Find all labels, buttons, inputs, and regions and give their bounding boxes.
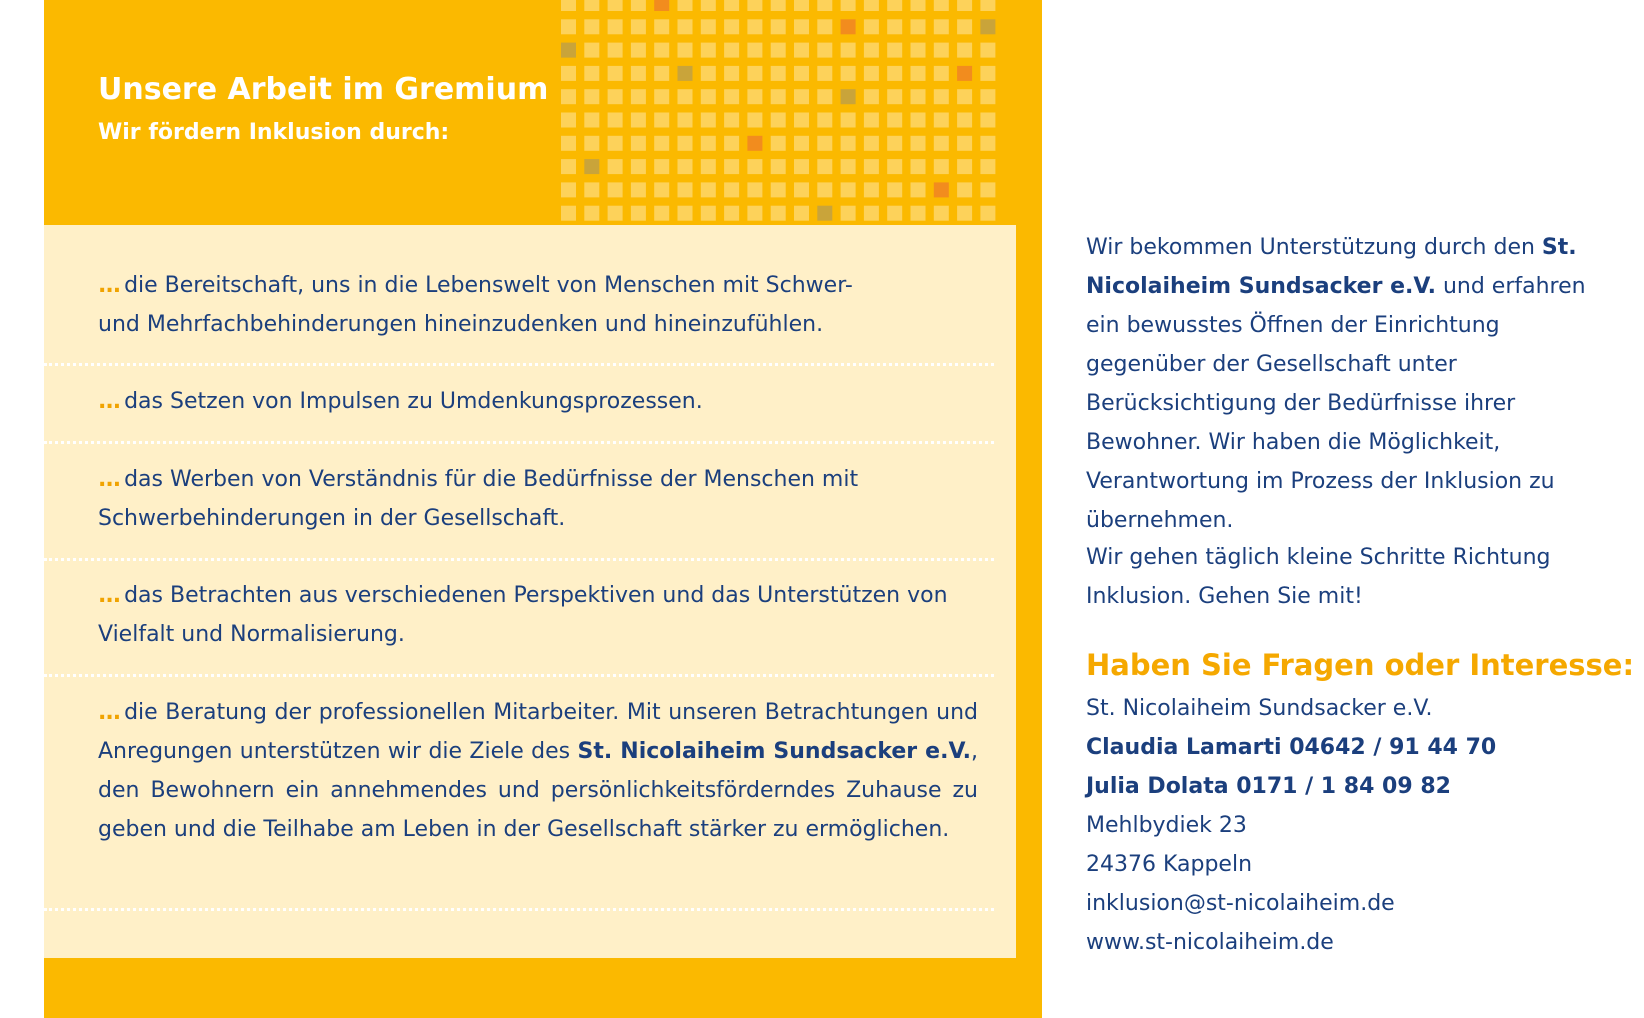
list-item: ... die Beratung der professionellen Mitarbeiter. Mit unseren Betrachtungen und Anregungen unterstützen wir die Ziele des St. Nicolaiheim Sundsacker e.V., den Bewohnern ein annehmendes und persönlichkeitsförderndes Zuhause zu geben und die Teilhabe am Leben in der Gesellschaft stärker zu ermöglichen. [98, 700, 978, 842]
mosaic-tile [794, 136, 809, 151]
mosaic-tile [747, 136, 762, 151]
mosaic-tile [864, 0, 879, 11]
mosaic-tile [701, 43, 716, 58]
mosaic-tile [864, 66, 879, 81]
mosaic-tile [631, 19, 646, 34]
mosaic-tile [794, 182, 809, 197]
mosaic-tile [561, 182, 576, 197]
mosaic-tile [794, 0, 809, 11]
mosaic-tile [678, 89, 693, 104]
dotted-divider [44, 441, 994, 444]
mosaic-tile [724, 113, 739, 128]
mosaic-tile [631, 0, 646, 11]
mosaic-tile [724, 43, 739, 58]
mosaic-tile [864, 182, 879, 197]
mosaic-tile [817, 182, 832, 197]
mosaic-tile [934, 43, 949, 58]
mosaic-tile [631, 136, 646, 151]
mosaic-tile [887, 0, 902, 11]
mosaic-tile [957, 0, 972, 11]
mosaic-tile [911, 0, 926, 11]
mosaic-tile [911, 66, 926, 81]
mosaic-tile [841, 182, 856, 197]
mosaic-tile [678, 136, 693, 151]
mosaic-tile [608, 113, 623, 128]
mosaic-tile [701, 136, 716, 151]
mosaic-tile [957, 66, 972, 81]
mosaic-tile [817, 19, 832, 34]
mosaic-tile [887, 136, 902, 151]
mosaic-tile [864, 206, 879, 221]
dotted-divider [44, 558, 994, 561]
mosaic-tile [654, 113, 669, 128]
mosaic-tile [654, 89, 669, 104]
org-name: St. Nicolaiheim Sundsacker e.V. [577, 739, 971, 764]
mosaic-tile [957, 136, 972, 151]
mosaic-tile [794, 19, 809, 34]
mosaic-tile [724, 66, 739, 81]
mosaic-tile [561, 136, 576, 151]
page-subtitle: Wir fördern Inklusion durch: [98, 120, 450, 145]
mosaic-tile [631, 66, 646, 81]
mosaic-tile [864, 19, 879, 34]
list-item: ... die Bereitschaft, uns in die Lebenswelt von Menschen mit Schwer- und Mehrfachbehinderungen hineinzudenken und hineinzufühlen. [98, 273, 853, 337]
mosaic-tile [584, 0, 599, 11]
mosaic-tile [957, 89, 972, 104]
mosaic-tile [631, 113, 646, 128]
dotted-divider [44, 363, 994, 366]
mosaic-tile [584, 19, 599, 34]
mosaic-tile [934, 113, 949, 128]
mosaic-tile [841, 136, 856, 151]
mosaic-tile [584, 89, 599, 104]
mosaic-tile [934, 136, 949, 151]
mosaic-tile [678, 66, 693, 81]
mosaic-tile [817, 159, 832, 174]
mosaic-tile [771, 113, 786, 128]
mosaic-tile [957, 206, 972, 221]
mosaic-tile [841, 66, 856, 81]
contact-email: inklusion@st-nicolaiheim.de [1086, 891, 1395, 916]
mosaic-tile [817, 136, 832, 151]
mosaic-tile [934, 0, 949, 11]
mosaic-tile [608, 43, 623, 58]
mosaic-tile [701, 19, 716, 34]
mosaic-tile [584, 136, 599, 151]
dotted-divider [44, 674, 994, 677]
mosaic-tile [654, 43, 669, 58]
mosaic-tile [724, 182, 739, 197]
contact-person-2: Julia Dolata 0171 / 1 84 09 82 [1086, 774, 1451, 799]
call-to-action: Wir gehen täglich kleine Schritte Richtung Inklusion. Gehen Sie mit! [1086, 545, 1551, 609]
mosaic-tile [747, 113, 762, 128]
mosaic-tile [911, 113, 926, 128]
mosaic-tile [654, 66, 669, 81]
mosaic-tile [654, 19, 669, 34]
contact-heading: Haben Sie Fragen oder Interesse: [1086, 648, 1635, 682]
mosaic-tile [911, 89, 926, 104]
mosaic-tile [631, 206, 646, 221]
mosaic-tile [608, 182, 623, 197]
mosaic-tile [911, 19, 926, 34]
mosaic-tile [841, 43, 856, 58]
mosaic-tile [911, 43, 926, 58]
mosaic-tile [864, 113, 879, 128]
mosaic-tile [561, 19, 576, 34]
mosaic-tile [864, 136, 879, 151]
mosaic-tile [724, 136, 739, 151]
mosaic-tile [864, 43, 879, 58]
mosaic-tile [678, 206, 693, 221]
mosaic-tile [584, 113, 599, 128]
mosaic-tile [771, 159, 786, 174]
mosaic-tile [771, 182, 786, 197]
contact-person-1: Claudia Lamarti 04642 / 91 44 70 [1086, 735, 1497, 760]
mosaic-tile [794, 89, 809, 104]
mosaic-tile [608, 89, 623, 104]
mosaic-tile [584, 206, 599, 221]
mosaic-tile [817, 113, 832, 128]
mosaic-tile [608, 206, 623, 221]
bullet-marker: ... [98, 467, 121, 492]
mosaic-tile [771, 66, 786, 81]
mosaic-tile [678, 159, 693, 174]
mosaic-tile [864, 159, 879, 174]
mosaic-tile [817, 89, 832, 104]
mosaic-tile [747, 89, 762, 104]
mosaic-tile [654, 0, 669, 11]
mosaic-tile [747, 182, 762, 197]
mosaic-tile [608, 136, 623, 151]
mosaic-tile [957, 43, 972, 58]
mosaic-tile [794, 43, 809, 58]
dotted-divider [44, 908, 994, 911]
contact-city: 24376 Kappeln [1086, 852, 1253, 877]
mosaic-tile [701, 66, 716, 81]
mosaic-tile [957, 113, 972, 128]
mosaic-tile [980, 182, 995, 197]
mosaic-tile [608, 159, 623, 174]
bullet-marker: ... [98, 583, 121, 608]
mosaic-tile [654, 182, 669, 197]
mosaic-tile [724, 19, 739, 34]
mosaic-tile [771, 206, 786, 221]
mosaic-tile [678, 113, 693, 128]
mosaic-tile [701, 182, 716, 197]
mosaic-tile [841, 89, 856, 104]
mosaic-tile [887, 113, 902, 128]
mosaic-tile [934, 66, 949, 81]
mosaic-tile [817, 206, 832, 221]
mosaic-tile [911, 159, 926, 174]
decorative-mosaic [561, 0, 1019, 222]
mosaic-tile [817, 0, 832, 11]
mosaic-tile [957, 19, 972, 34]
mosaic-tile [631, 43, 646, 58]
mosaic-tile [561, 89, 576, 104]
mosaic-tile [887, 66, 902, 81]
mosaic-tile [887, 19, 902, 34]
mosaic-tile [631, 182, 646, 197]
mosaic-tile [747, 0, 762, 11]
mosaic-tile [980, 159, 995, 174]
mosaic-tile [654, 206, 669, 221]
mosaic-tile [701, 113, 716, 128]
mosaic-tile [817, 66, 832, 81]
contact-website: www.st-nicolaiheim.de [1086, 930, 1334, 955]
mosaic-tile [584, 159, 599, 174]
mosaic-tile [934, 19, 949, 34]
mosaic-tile [771, 43, 786, 58]
mosaic-tile [911, 136, 926, 151]
bullet-marker: ... [98, 700, 121, 725]
mosaic-tile [980, 43, 995, 58]
mosaic-tile [771, 136, 786, 151]
mosaic-tile [980, 113, 995, 128]
mosaic-tile [608, 19, 623, 34]
mosaic-tile [841, 113, 856, 128]
mosaic-tile [934, 89, 949, 104]
mosaic-tile [771, 0, 786, 11]
mosaic-tile [864, 89, 879, 104]
mosaic-tile [747, 19, 762, 34]
mosaic-tile [654, 159, 669, 174]
mosaic-tile [724, 89, 739, 104]
mosaic-tile [794, 66, 809, 81]
mosaic-tile [980, 206, 995, 221]
mosaic-tile [631, 159, 646, 174]
mosaic-tile [561, 113, 576, 128]
mosaic-tile [561, 0, 576, 11]
mosaic-tile [980, 89, 995, 104]
mosaic-tile [747, 159, 762, 174]
mosaic-tile [887, 89, 902, 104]
mosaic-tile [934, 182, 949, 197]
mosaic-tile [794, 159, 809, 174]
contact-org: St. Nicolaiheim Sundsacker e.V. [1086, 696, 1433, 721]
mosaic-tile [561, 159, 576, 174]
mosaic-tile [561, 206, 576, 221]
mosaic-tile [957, 159, 972, 174]
mosaic-tile [887, 206, 902, 221]
mosaic-tile [980, 19, 995, 34]
mosaic-tile [841, 19, 856, 34]
mosaic-tile [817, 43, 832, 58]
mosaic-tile [584, 182, 599, 197]
mosaic-tile [980, 66, 995, 81]
list-item: ... das Betrachten aus verschiedenen Perspektiven und das Unterstützen von Vielfalt und Normalisierung. [98, 583, 948, 647]
mosaic-tile [887, 182, 902, 197]
mosaic-tile [654, 136, 669, 151]
mosaic-tile [608, 66, 623, 81]
mosaic-tile [934, 159, 949, 174]
mosaic-tile [701, 206, 716, 221]
list-item: ... das Setzen von Impulsen zu Umdenkungsprozessen. [98, 389, 703, 414]
mosaic-tile [631, 89, 646, 104]
mosaic-tile [911, 206, 926, 221]
mosaic-tile [957, 182, 972, 197]
mosaic-tile [841, 206, 856, 221]
mosaic-tile [701, 159, 716, 174]
mosaic-tile [841, 0, 856, 11]
mosaic-tile [561, 43, 576, 58]
mosaic-tile [747, 66, 762, 81]
list-item: ... das Werben von Verständnis für die Bedürfnisse der Menschen mit Schwerbehinderungen in der Gesellschaft. [98, 467, 859, 531]
mosaic-tile [771, 89, 786, 104]
mosaic-tile [701, 0, 716, 11]
mosaic-tile [887, 159, 902, 174]
mosaic-tile [980, 0, 995, 11]
mosaic-tile [887, 43, 902, 58]
mosaic-tile [841, 159, 856, 174]
mosaic-tile [678, 43, 693, 58]
mosaic-tile [678, 19, 693, 34]
mosaic-tile [747, 206, 762, 221]
mosaic-tile [701, 89, 716, 104]
mosaic-tile [608, 0, 623, 11]
mosaic-tile [584, 66, 599, 81]
support-paragraph: Wir bekommen Unterstützung durch den St. Nicolaiheim Sundsacker e.V. und erfahren ein bewusstes Öffnen der Einrichtung gegenüber der Gesellschaft unter Berücksichtigung der Bedürfnisse ihrer Bewohner. Wir haben die Möglichkeit, Verantwortung im Prozess der Inklusion zu übernehmen. [1086, 235, 1586, 533]
mosaic-tile [678, 182, 693, 197]
mosaic-tile [934, 206, 949, 221]
mosaic-tile [747, 43, 762, 58]
mosaic-tile [724, 206, 739, 221]
contact-street: Mehlbydiek 23 [1086, 813, 1247, 838]
org-name: St. Nicolaiheim Sundsacker e.V. [1086, 235, 1577, 299]
mosaic-tile [724, 0, 739, 11]
mosaic-tile [584, 43, 599, 58]
mosaic-tile [678, 0, 693, 11]
mosaic-tile [911, 182, 926, 197]
mosaic-tile [794, 113, 809, 128]
mosaic-tile [980, 136, 995, 151]
mosaic-tile [771, 19, 786, 34]
mosaic-tile [724, 159, 739, 174]
page-title: Unsere Arbeit im Gremium [98, 72, 549, 107]
bullet-marker: ... [98, 273, 121, 298]
mosaic-tile [794, 206, 809, 221]
mosaic-tile [561, 66, 576, 81]
bullet-marker: ... [98, 389, 121, 414]
